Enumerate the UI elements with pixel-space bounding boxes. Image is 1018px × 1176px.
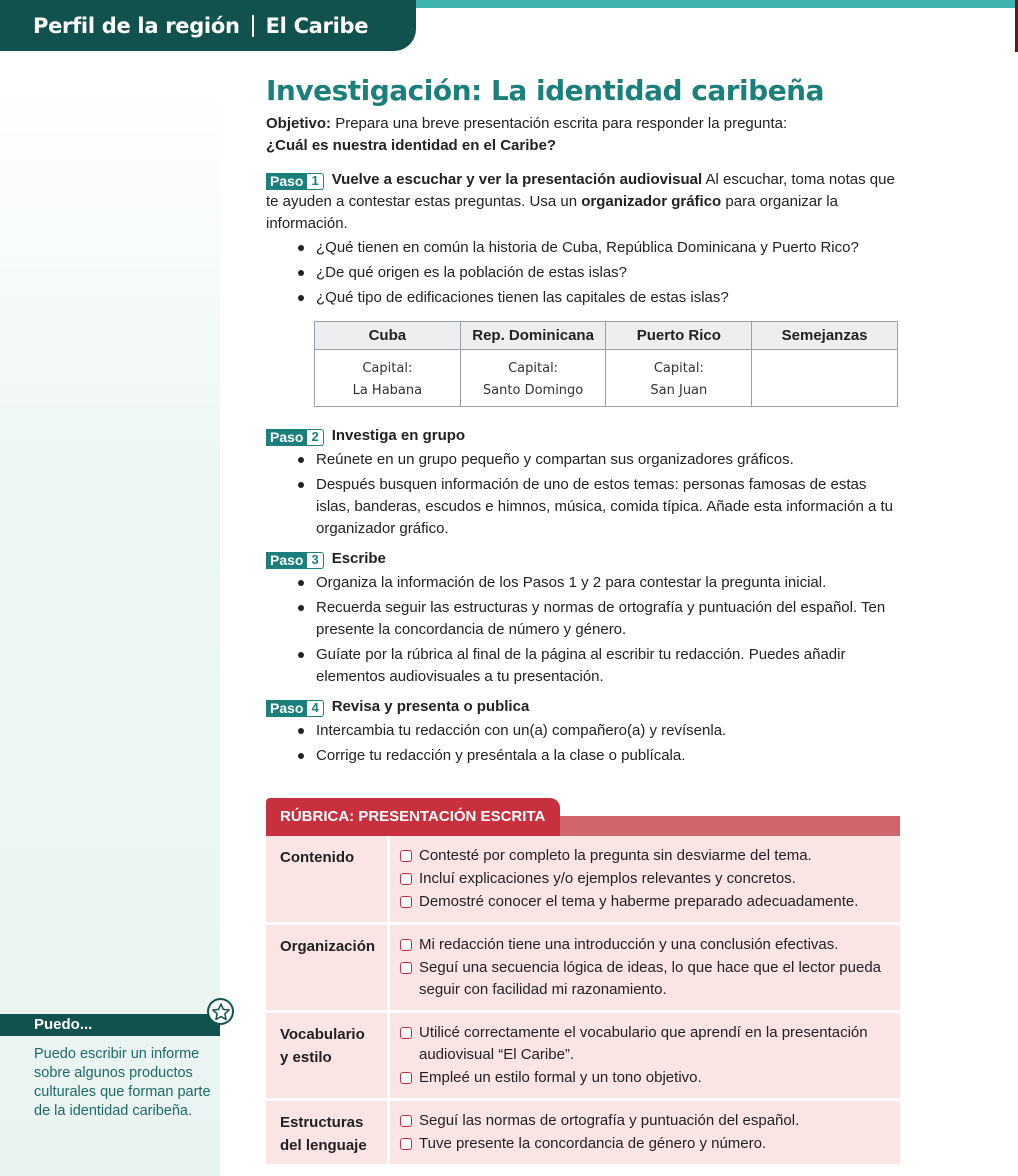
rubric-row-contenido bbox=[266, 836, 900, 925]
column-header: Rep. Dominicana bbox=[460, 322, 606, 350]
page-title: Investigación: La identidad caribeña bbox=[266, 74, 825, 107]
rubric-item: Demostré conocer el tema y haberme preparado adecuadamente. bbox=[398, 891, 900, 913]
puedo-title: Puedo... bbox=[0, 1014, 220, 1036]
rubric-item: Empleé un estilo formal y un tono objetivo. bbox=[398, 1067, 900, 1089]
checkbox[interactable] bbox=[400, 1115, 412, 1127]
paso-3-bullets bbox=[296, 572, 900, 688]
checkbox[interactable] bbox=[400, 962, 412, 974]
table-cell: Capital: Santo Domingo bbox=[460, 350, 606, 407]
graphic-organizer-table bbox=[314, 321, 898, 407]
rubric-label: Vocabulario y estilo bbox=[266, 1013, 390, 1098]
objective bbox=[266, 113, 900, 135]
column-header: Puerto Rico bbox=[606, 322, 752, 350]
rubric-header bbox=[266, 798, 900, 836]
rubric-row-estructuras bbox=[266, 1101, 900, 1167]
table-cell bbox=[752, 350, 898, 407]
section-header bbox=[0, 0, 416, 51]
paso-3 bbox=[266, 548, 900, 570]
list-item: ¿Qué tienen en común la historia de Cuba, República Dominicana y Puerto Rico? bbox=[296, 237, 900, 259]
paso-1-text-end: para organizar la información. bbox=[266, 193, 838, 232]
checkbox[interactable] bbox=[400, 850, 412, 862]
rubric-item: Tuve presente la concordancia de género y número. bbox=[398, 1133, 900, 1155]
list-item: Reúnete en un grupo pequeño y compartan sus organizadores gráficos. bbox=[296, 449, 900, 471]
list-item: ¿Qué tipo de edificaciones tienen las capitales de estas islas? bbox=[296, 287, 900, 309]
column-header: Semejanzas bbox=[752, 322, 898, 350]
paso-1-title: Vuelve a escuchar y ver la presentación audiovisual bbox=[331, 171, 703, 188]
checkbox[interactable] bbox=[400, 873, 412, 885]
rubric-label: Organización bbox=[266, 925, 390, 1010]
paso-4-badge: Paso 4 bbox=[266, 700, 324, 717]
paso-4-title: Revisa y presenta o publica bbox=[331, 698, 530, 715]
objective-question: ¿Cuál es nuestra identidad en el Caribe? bbox=[266, 137, 557, 154]
checkbox[interactable] bbox=[400, 939, 412, 951]
list-item: Después busquen información de uno de estos temas: personas famosas de estas islas, banderas, escudos e himnos, música, comida típica. Añade esta información a tu organizador gráfico. bbox=[296, 474, 900, 540]
header-separator bbox=[252, 15, 254, 37]
list-item: Organiza la información de los Pasos 1 y 2 para contestar la pregunta inicial. bbox=[296, 572, 900, 594]
rubric-label: Estructuras del lenguaje bbox=[266, 1101, 390, 1164]
paso-1-text: Al escuchar, toma notas que te ayuden a contestar estas preguntas. Usa un bbox=[266, 171, 895, 210]
paso-1-badge: Paso 1 bbox=[266, 173, 324, 190]
list-item: Corrige tu redacción y preséntala a la clase o publícala. bbox=[296, 745, 900, 767]
paso-1-text-bold: organizador gráfico bbox=[581, 193, 722, 210]
rubric-item: Incluí explicaciones y/o ejemplos relevantes y concretos. bbox=[398, 868, 900, 890]
puedo-description: Puedo escribir un informe sobre algunos productos culturales que forman parte de la identidad caribeña. bbox=[34, 1046, 211, 1119]
rubric-item: Seguí una secuencia lógica de ideas, lo que hace que el lector pueda seguir con facilidad mi razonamiento. bbox=[398, 957, 900, 1001]
objective-text: Prepara una breve presentación escrita para responder la pregunta: bbox=[335, 115, 788, 132]
rubric-row-vocabulario bbox=[266, 1013, 900, 1101]
paso-2 bbox=[266, 425, 900, 447]
table-row bbox=[315, 350, 898, 407]
rubric-title: RÚBRICA: PRESENTACIÓN ESCRITA bbox=[266, 798, 560, 836]
checkbox[interactable] bbox=[400, 1027, 412, 1039]
rubric-item: Seguí las normas de ortografía y puntuación del español. bbox=[398, 1110, 900, 1132]
section-name: Perfil de la región bbox=[33, 13, 240, 38]
table-cell: Capital: San Juan bbox=[606, 350, 752, 407]
paso-3-title: Escribe bbox=[331, 550, 386, 567]
column-header: Cuba bbox=[315, 322, 461, 350]
rubric-label: Contenido bbox=[266, 836, 390, 922]
paso-1 bbox=[266, 169, 900, 235]
main-content bbox=[266, 74, 900, 770]
star-icon bbox=[207, 998, 234, 1025]
list-item: Recuerda seguir las estructuras y normas de ortografía y puntuación del español. Ten presente la concordancia de número y género. bbox=[296, 597, 900, 641]
paso-4 bbox=[266, 696, 900, 718]
rubric-item: Utilicé correctamente el vocabulario que aprendí en la presentación audiovisual “El Caribe”. bbox=[398, 1022, 900, 1066]
list-item: Intercambia tu redacción con un(a) compañero(a) y revísenla. bbox=[296, 720, 900, 742]
rubric-row-organizacion bbox=[266, 925, 900, 1013]
paso-2-badge: Paso 2 bbox=[266, 429, 324, 446]
rubric-item: Contesté por completo la pregunta sin desviarme del tema. bbox=[398, 845, 900, 867]
checkbox[interactable] bbox=[400, 1138, 412, 1150]
rubric bbox=[266, 798, 900, 1167]
list-item: Guíate por la rúbrica al final de la página al escribir tu redacción. Puedes añadir elementos audiovisuales a tu presentación. bbox=[296, 644, 900, 688]
sidebar-background bbox=[0, 80, 220, 1176]
table-cell: Capital: La Habana bbox=[315, 350, 461, 407]
paso-2-bullets bbox=[296, 449, 900, 540]
region-name: El Caribe bbox=[265, 13, 369, 38]
paso-4-bullets bbox=[296, 720, 900, 767]
paso-3-badge: Paso 3 bbox=[266, 552, 324, 569]
objective-label: Objetivo: bbox=[266, 115, 332, 132]
paso-1-bullets bbox=[296, 237, 900, 309]
rubric-item: Mi redacción tiene una introducción y una conclusión efectivas. bbox=[398, 934, 900, 956]
table-header-row bbox=[315, 322, 898, 350]
checkbox[interactable] bbox=[400, 1072, 412, 1084]
paso-2-title: Investiga en grupo bbox=[331, 427, 466, 444]
checkbox[interactable] bbox=[400, 896, 412, 908]
list-item: ¿De qué origen es la población de estas islas? bbox=[296, 262, 900, 284]
